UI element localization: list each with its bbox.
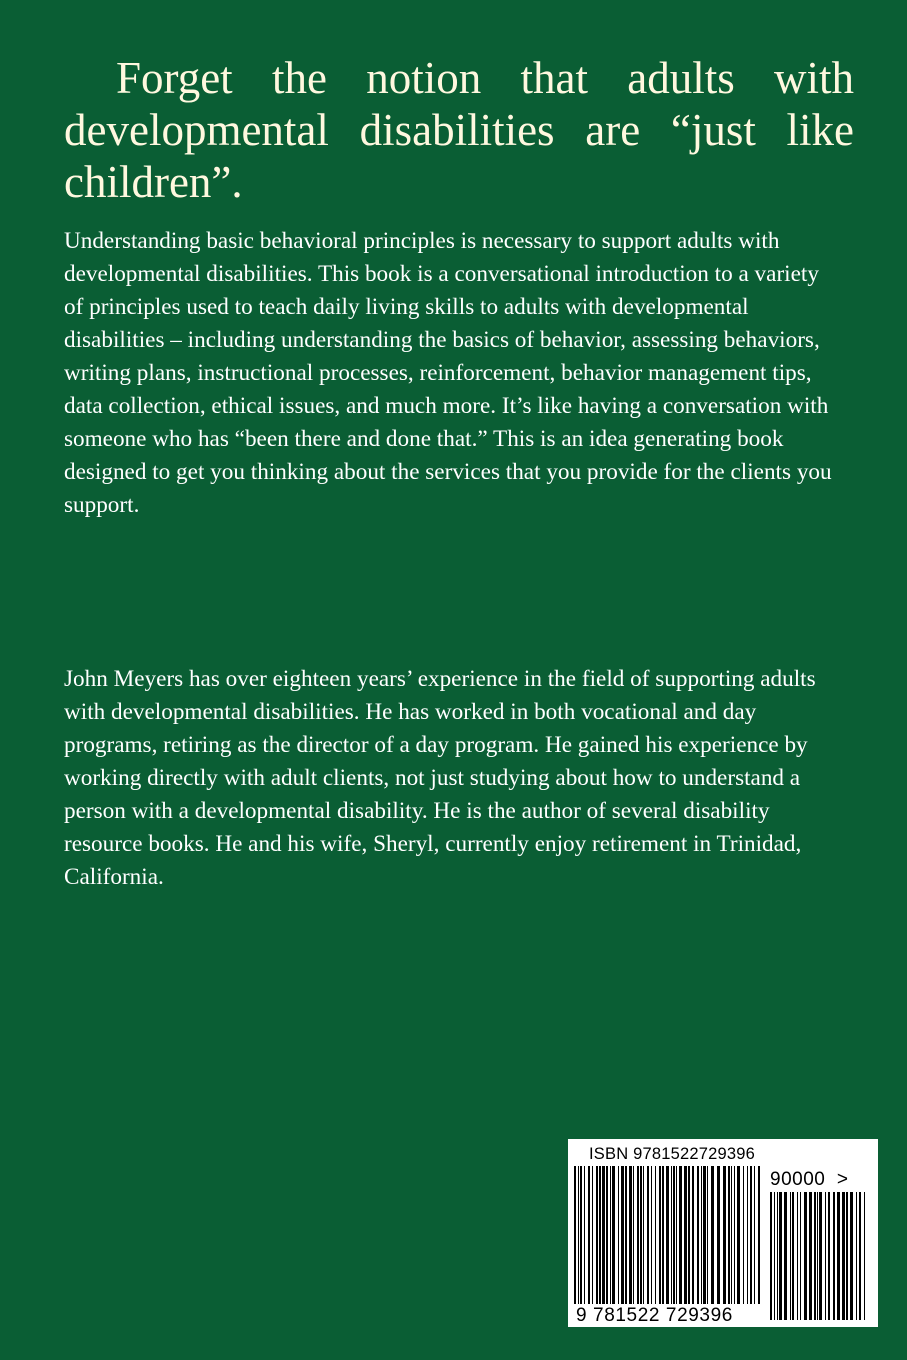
barcode-bar: [592, 1166, 593, 1304]
barcode-digits: 9 781522 729396: [576, 1305, 733, 1326]
barcode-bar: [743, 1166, 744, 1304]
barcode-bar: [790, 1192, 791, 1320]
barcode-bar: [707, 1166, 708, 1304]
barcode-bar: [864, 1192, 865, 1320]
barcode-bar: [584, 1166, 585, 1304]
barcode-bar: [574, 1166, 576, 1304]
barcode-bar: [809, 1192, 812, 1320]
barcode-bar: [701, 1166, 702, 1304]
barcode-bar: [758, 1166, 760, 1304]
barcode-bar: [856, 1192, 857, 1320]
barcode-bar: [850, 1192, 853, 1320]
barcode-bar: [633, 1166, 634, 1304]
headline: [64, 52, 854, 208]
barcode-bar: [647, 1166, 649, 1304]
barcode-bar: [842, 1192, 845, 1320]
headline-text: Forget the notion that adults with developmental disabilities are “just like children”.: [64, 53, 854, 207]
barcode-bar: [643, 1166, 644, 1304]
barcode-bar: [797, 1192, 798, 1320]
barcode-bar: [651, 1166, 652, 1304]
barcode-bar: [859, 1192, 861, 1320]
addon-arrow: >: [836, 1169, 849, 1190]
barcode-panel: [568, 1139, 878, 1327]
barcode-bar: [684, 1166, 687, 1304]
barcode-bar: [625, 1166, 627, 1304]
author-bio: John Meyers has over eighteen years’ experience in the field of supporting adults with developmental disabilities. He has worked in both vocational and day programs, retiring as the director of a day program. He gained his experience by working directly with adult clients, not just studying about how to understand a person with a developmental disability. He is the author of several disability resource books. He and his wife, Sheryl, currently enjoy retirement in Trinidad, California.: [64, 666, 816, 890]
barcode-bar: [679, 1166, 682, 1304]
barcode-bar: [800, 1192, 801, 1320]
barcode-bar: [774, 1192, 775, 1320]
barcode-bar: [655, 1166, 656, 1304]
barcode-bar: [599, 1166, 601, 1304]
barcode-bar: [804, 1192, 807, 1320]
barcode-bar: [673, 1166, 675, 1304]
barcode-bar: [825, 1192, 826, 1320]
addon-barcode: [770, 1192, 870, 1320]
barcode-bar: [588, 1166, 590, 1304]
barcode-bar: [688, 1166, 690, 1304]
barcode-bar: [770, 1192, 772, 1320]
barcode-bar: [747, 1166, 748, 1304]
barcode-bar: [734, 1166, 735, 1304]
barcode-bar: [833, 1192, 835, 1320]
barcode-bar: [792, 1192, 794, 1320]
barcode-bar: [578, 1166, 579, 1304]
barcode-bar: [659, 1166, 661, 1304]
barcode-bar: [728, 1166, 730, 1304]
barcode-bar: [784, 1192, 787, 1320]
barcode-bar: [618, 1166, 619, 1304]
barcode-bar: [703, 1166, 706, 1304]
isbn-label: ISBN 9781522729396: [589, 1145, 755, 1163]
barcode-bar: [676, 1166, 677, 1304]
isbn-barcode: [574, 1166, 764, 1304]
barcode-bar: [621, 1166, 624, 1304]
barcode-bar: [779, 1192, 782, 1320]
barcode-bar: [596, 1166, 598, 1304]
barcode-bar: [612, 1166, 615, 1304]
barcode-bar: [846, 1192, 848, 1320]
barcode-bar: [814, 1192, 816, 1320]
barcode-bar: [731, 1166, 732, 1304]
price-addon-code: [770, 1169, 849, 1191]
barcode-bar: [602, 1166, 605, 1304]
barcode-bar: [817, 1192, 818, 1320]
barcode-bar: [750, 1166, 752, 1304]
barcode-bar: [671, 1166, 672, 1304]
book-description: Understanding basic behavioral principles is necessary to support adults with developmental disabilities. This book is a conversational introduction to a variety of principles used to teach daily living skills to adults with developmental disabilities – including understanding the basics of behavior, assessing behaviors, writing plans, instructional processes, reinforcement, behavior management tips, data collection, ethical issues, and much more. It’s like having a conversation with someone who has “been there and done that.” This is an idea generating book designed to get you thinking about the services that you provide for the clients you support.: [64, 228, 832, 518]
barcode-bar: [629, 1166, 632, 1304]
barcode-bar: [692, 1166, 694, 1304]
barcode-bar: [697, 1166, 699, 1304]
barcode-bar: [610, 1166, 611, 1304]
barcode-bar: [711, 1166, 714, 1304]
barcode-bar: [717, 1166, 720, 1304]
barcode-bar: [837, 1192, 840, 1320]
barcode-bar: [723, 1166, 726, 1304]
barcode-bar: [754, 1166, 755, 1304]
barcode-bar: [662, 1166, 664, 1304]
barcode-bar: [606, 1166, 608, 1304]
barcode-bar: [637, 1166, 639, 1304]
barcode-bar: [640, 1166, 642, 1304]
barcode-bar: [737, 1166, 740, 1304]
barcode-bar: [666, 1166, 669, 1304]
barcode-bar: [580, 1166, 582, 1304]
barcode-bar: [828, 1192, 830, 1320]
barcode-bar: [777, 1192, 778, 1320]
addon-digits: 90000: [770, 1169, 826, 1190]
barcode-bar: [819, 1192, 822, 1320]
